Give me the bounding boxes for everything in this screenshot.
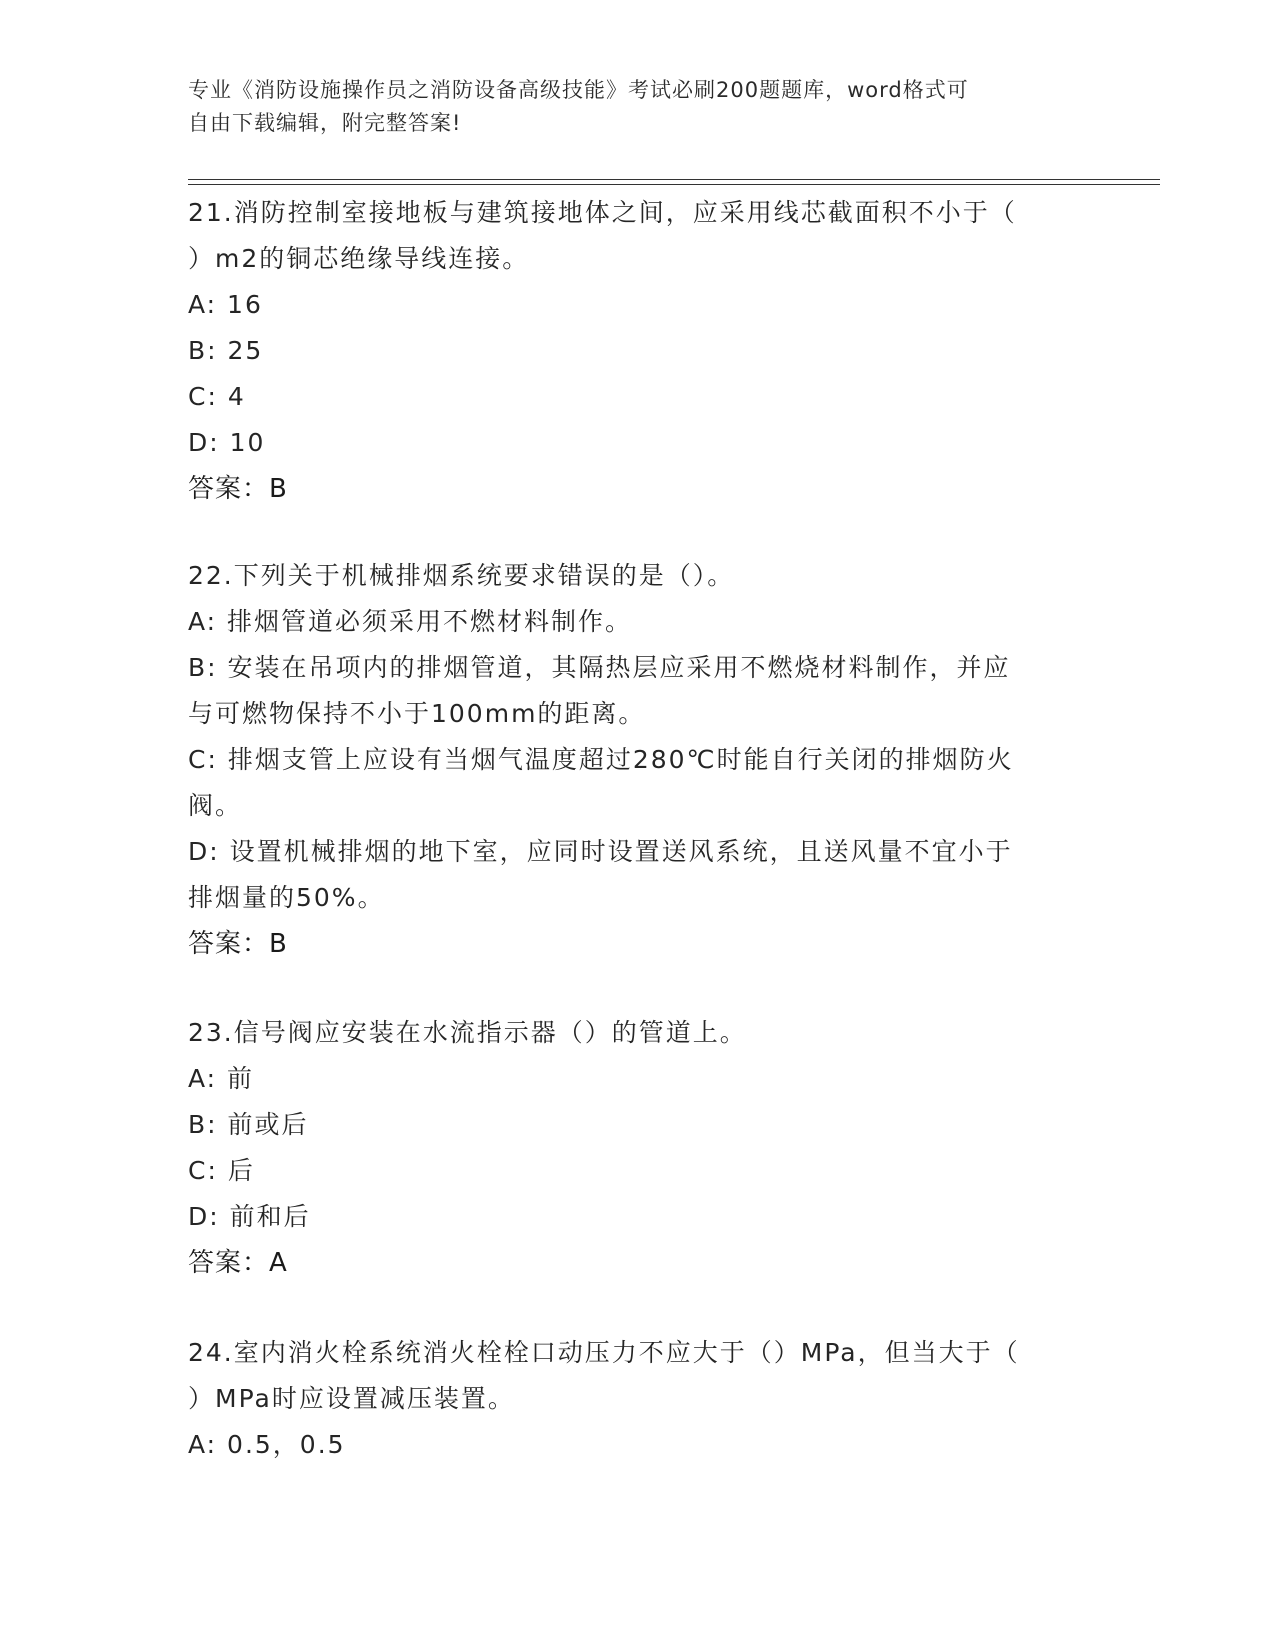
answer-line: 答案：B: [188, 929, 288, 959]
header-line: 自由下载编辑，附完整答案!: [188, 111, 462, 135]
option-d: D: 前和后: [188, 1202, 311, 1231]
document-header: [188, 74, 1068, 140]
option-c: C: 4: [188, 382, 246, 411]
option-b-continued: 与可燃物保持不小于100mm的距离。: [188, 699, 646, 728]
question-stem: 21.消防控制室接地板与建筑接地体之间，应采用线芯截面积不小于（: [188, 198, 1017, 227]
header-divider: [188, 179, 1160, 180]
option-c: C: 后: [188, 1156, 255, 1185]
option-d: D: 10: [188, 428, 266, 457]
option-b: B: 安装在吊项内的排烟管道，其隔热层应采用不燃烧材料制作，并应: [188, 653, 1011, 682]
question-22: [188, 553, 1078, 967]
option-b: B: 前或后: [188, 1110, 309, 1139]
option-c-continued: 阀。: [188, 791, 243, 820]
question-stem: ）m2的铜芯绝缘导线连接。: [188, 244, 530, 273]
question-24: [188, 1330, 1078, 1468]
question-23: [188, 1010, 1078, 1286]
option-d: D: 设置机械排烟的地下室，应同时设置送风系统，且送风量不宜小于: [188, 837, 1013, 866]
question-stem: 22.下列关于机械排烟系统要求错误的是（）。: [188, 561, 735, 590]
option-d-continued: 排烟量的50%。: [188, 883, 385, 912]
question-stem: 24.室内消火栓系统消火栓栓口动压力不应大于（）MPa，但当大于（: [188, 1338, 1020, 1367]
header-divider: [188, 184, 1160, 185]
answer-line: 答案：B: [188, 474, 288, 504]
question-21: [188, 190, 1078, 512]
option-a: A: 0.5，0.5: [188, 1430, 346, 1459]
option-b: B: 25: [188, 336, 264, 365]
option-c: C: 排烟支管上应设有当烟气温度超过280℃时能自行关闭的排烟防火: [188, 745, 1014, 774]
header-line: 专业《消防设施操作员之消防设备高级技能》考试必刷200题题库，word格式可: [188, 78, 969, 102]
question-stem: ）MPa时应设置减压装置。: [188, 1384, 515, 1413]
option-a: A: 前: [188, 1064, 255, 1093]
option-a: A: 16: [188, 290, 263, 319]
question-stem: 23.信号阀应安装在水流指示器（）的管道上。: [188, 1018, 747, 1047]
answer-line: 答案：A: [188, 1248, 288, 1278]
option-a: A: 排烟管道必须采用不燃材料制作。: [188, 607, 633, 636]
